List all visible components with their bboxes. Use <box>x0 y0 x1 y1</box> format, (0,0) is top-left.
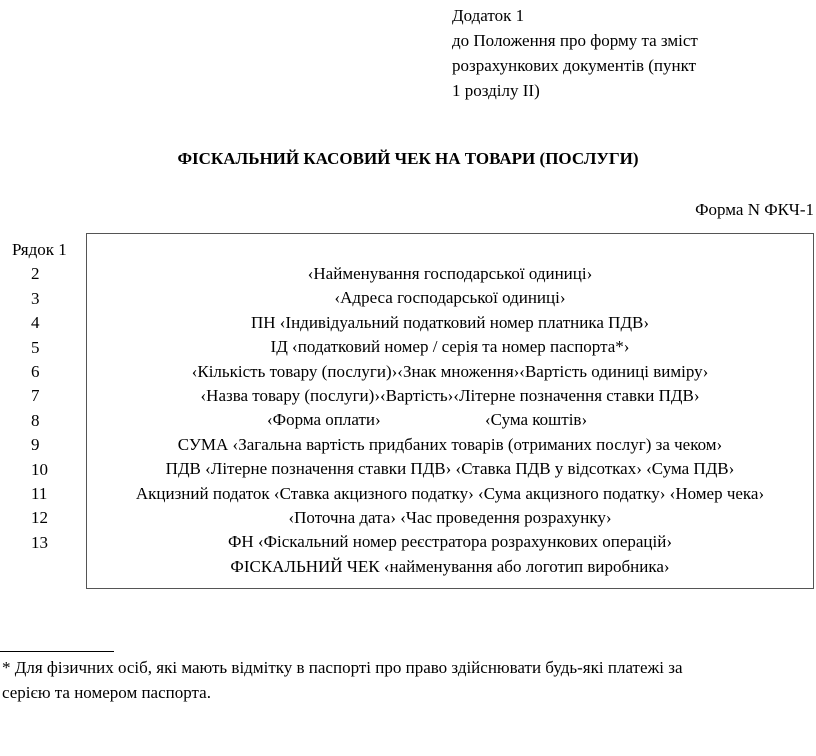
footnote <box>2 655 802 705</box>
receipt-line-payment <box>87 408 813 432</box>
row-number-column <box>0 238 78 555</box>
row-label: 3 <box>31 288 40 308</box>
footnote-line: * Для фізичних осіб, які мають відмітку в паспорті про право здійснювати будь-які платежі за <box>2 658 683 677</box>
document-title: ФІСКАЛЬНИЙ КАСОВИЙ ЧЕК НА ТОВАРИ (ПОСЛУГИ) <box>177 149 639 168</box>
appendix-line: до Положення про форму та зміст <box>452 31 698 50</box>
receipt-line-quantity-price: ‹Кількість товару (послуги)›‹Знак множення›‹Вартість одиниці виміру› <box>191 361 709 381</box>
footnote-divider <box>0 651 114 652</box>
payment-amount: ‹Сума коштів› <box>485 410 588 430</box>
row-label: 13 <box>31 532 48 552</box>
appendix-line: розрахункових документів (пункт <box>452 56 697 75</box>
row-label: 10 <box>31 459 48 479</box>
receipt-template-box <box>86 233 814 589</box>
row-label: 4 <box>31 313 40 333</box>
receipt-line-vat: ПДВ ‹Літерне позначення ставки ПДВ› ‹Ставка ПДВ у відсотках› ‹Сума ПДВ› <box>165 459 735 479</box>
row-label: 8 <box>31 410 40 430</box>
row-label: 5 <box>31 337 40 357</box>
row-label: 2 <box>31 264 40 284</box>
appendix-line: Додаток 1 <box>452 6 525 25</box>
row-label: 11 <box>31 483 48 503</box>
receipt-line-total: СУМА ‹Загальна вартість придбаних товарів (отриманих послуг) за чеком› <box>177 434 723 454</box>
payment-form: ‹Форма оплати› <box>267 410 381 430</box>
form-number: Форма N ФКЧ-1 <box>695 200 814 219</box>
footnote-line: серією та номером паспорта. <box>2 683 211 702</box>
receipt-line-business-address: ‹Адреса господарської одиниці› <box>334 288 566 308</box>
receipt-line-fiscal-receipt: ФІСКАЛЬНИЙ ЧЕК ‹найменування або логотип виробника› <box>230 556 670 576</box>
receipt-line-tax-id: ІД ‹податковий номер / серія та номер паспорта*› <box>270 337 630 357</box>
row-label: Рядок 1 <box>12 240 67 259</box>
row-label: 7 <box>31 386 40 406</box>
receipt-line-vat-number: ПН ‹Індивідуальний податковий номер платника ПДВ› <box>250 312 650 332</box>
appendix-header <box>452 3 792 103</box>
receipt-lines <box>87 262 813 579</box>
receipt-line-fiscal-number: ФН ‹Фіскальний номер реєстратора розрахункових операцій› <box>227 532 672 552</box>
receipt-line-item-cost: ‹Назва товару (послуги)›‹Вартість›‹Літерне позначення ставки ПДВ› <box>200 385 700 405</box>
row-label: 12 <box>31 508 48 528</box>
receipt-line-business-name: ‹Найменування господарської одиниці› <box>307 264 593 283</box>
row-label: 6 <box>31 361 40 381</box>
appendix-line: 1 розділу II) <box>452 81 540 100</box>
receipt-line-datetime: ‹Поточна дата› ‹Час проведення розрахунку› <box>288 507 612 527</box>
row-label: 9 <box>31 435 40 455</box>
receipt-line-excise: Акцизний податок ‹Ставка акцизного податку› ‹Сума акцизного податку› ‹Номер чека› <box>135 483 765 503</box>
